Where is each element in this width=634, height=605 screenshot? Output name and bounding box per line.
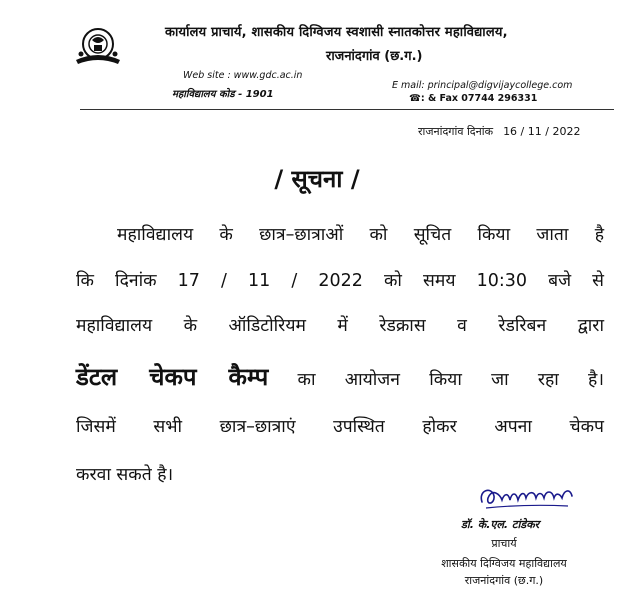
signatory-designation: प्राचार्य [491, 537, 517, 550]
body-line-1: महाविद्यालय के छात्र–छात्राओं को सूचित किया जाता है [117, 225, 604, 245]
letterhead-title: कार्यालय प्राचार्य, शासकीय दिग्विजय स्वशासी स्नातकोत्तर महाविद्यालय, [165, 25, 508, 40]
letterhead-phone-fax: ☎: & Fax 07744 296331 [409, 93, 538, 104]
notice-heading: / सूचना / [274, 165, 360, 193]
body-line-5: जिसमें सभी छात्र–छात्राएं उपस्थित होकर अपना चेकप [76, 417, 604, 437]
date-label: राजनांदगांव दिनांक [418, 125, 494, 138]
letterhead-divider [80, 109, 614, 110]
letterhead-email: E mail: principal@digvijaycollege.com [392, 80, 573, 91]
signature-scribble [476, 480, 576, 514]
body-line-4-rest: का आयोजन किया जा रहा है। [297, 370, 604, 390]
letterhead-city: राजनांदगांव (छ.ग.) [326, 49, 423, 64]
body-line-4 [76, 360, 604, 393]
date-line [418, 124, 580, 139]
body-line-6: करवा सकते है। [76, 465, 174, 485]
camp-name: डेंटल चेकप कैम्प [76, 363, 269, 391]
body-line-3: महाविद्यालय के ऑडिटोरियम में रेडक्रास व रेडरिबन द्वारा [76, 316, 604, 336]
signatory-college: शासकीय दिग्विजय महाविद्यालय [441, 557, 567, 570]
signatory-city: राजनांदगांव (छ.ग.) [464, 574, 544, 587]
body-line-2: कि दिनांक 17 / 11 / 2022 को समय 10:30 बजे से [76, 271, 604, 291]
college-emblem-icon [72, 24, 124, 70]
date-value: 16 / 11 / 2022 [503, 125, 581, 138]
signatory-name: डॉ. के.एल. टांडेकर [461, 518, 540, 531]
letterhead-website: Web site : www.gdc.ac.in [183, 70, 303, 81]
letterhead-college-code: महाविद्यालय कोड - 1901 [172, 89, 274, 100]
